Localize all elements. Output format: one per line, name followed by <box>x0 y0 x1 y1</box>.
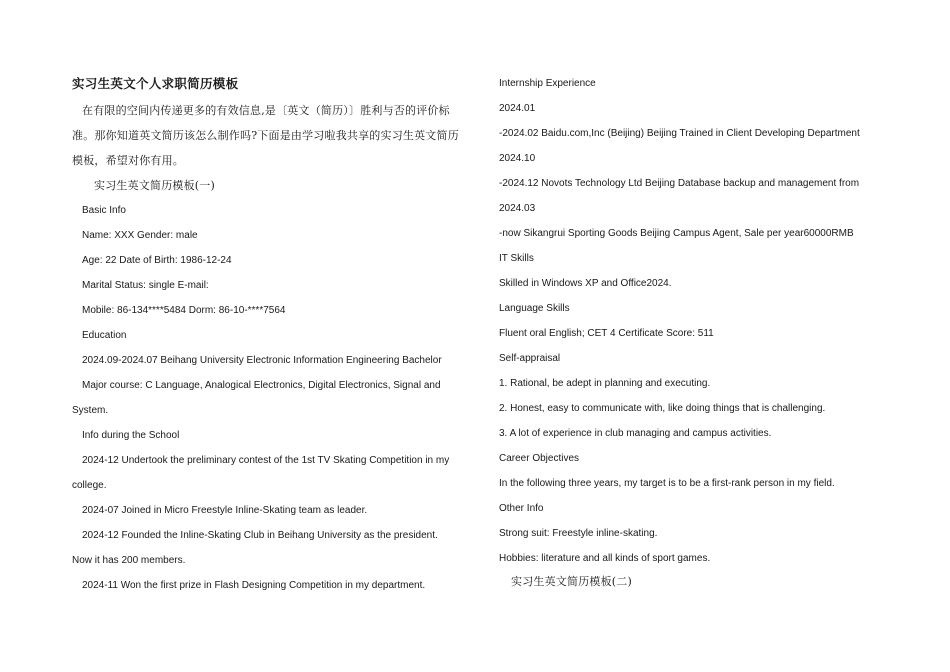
internship-1-detail: -2024.02 Baidu.com,Inc (Beijing) Beijing Trained in Client Developing Department <box>499 128 860 139</box>
template-one-heading: 实习生英文简历模板(一) <box>94 179 215 192</box>
section-internship: Internship Experience <box>499 78 596 89</box>
intro-line-3: 模板，希望对你有用。 <box>72 154 184 167</box>
section-it-skills: IT Skills <box>499 253 534 264</box>
internship-1-start: 2024.01 <box>499 103 536 114</box>
education-major-course: Major course: C Language, Analogical Electronics, Digital Electronics, Signal and <box>82 380 441 391</box>
appraisal-item-2: 2. Honest, easy to communicate with, like doing things that is challenging. <box>499 403 826 414</box>
section-education: Education <box>82 330 127 341</box>
section-school-info: Info during the School <box>82 430 180 441</box>
internship-3-detail: -now Sikangrui Sporting Goods Beijing Campus Agent, Sale per year60000RMB <box>499 228 854 239</box>
info-mobile-dorm: Mobile: 86-134****5484 Dorm: 86-10-****7564 <box>82 305 286 316</box>
education-degree: 2024.09-2024.07 Beihang University Electronic Information Engineering Bachelor <box>82 355 442 366</box>
other-info-hobbies: Hobbies: literature and all kinds of sport games. <box>499 553 711 564</box>
section-career-objectives: Career Objectives <box>499 453 580 464</box>
career-objectives-detail: In the following three years, my target is to be a first-rank person in my field. <box>499 478 835 489</box>
appraisal-item-3: 3. A lot of experience in club managing and campus activities. <box>499 428 772 439</box>
template-two-heading: 实习生英文简历模板(二) <box>511 575 632 588</box>
school-item-3-cont: Now it has 200 members. <box>72 555 186 566</box>
page-title: 实习生英文个人求职简历模板 <box>72 76 239 91</box>
info-name-gender: Name: XXX Gender: male <box>82 230 198 241</box>
appraisal-item-1: 1. Rational, be adept in planning and executing. <box>499 378 711 389</box>
language-skills-detail: Fluent oral English; CET 4 Certificate Score: 511 <box>499 328 714 339</box>
info-marital-email: Marital Status: single E-mail: <box>82 280 209 291</box>
intro-line-2: 准。那你知道英文简历该怎么制作吗?下面是由学习啦我共享的实习生英文简历 <box>72 129 459 142</box>
section-other-info: Other Info <box>499 503 544 514</box>
school-item-4: 2024-11 Won the first prize in Flash Designing Competition in my department. <box>82 580 426 591</box>
school-item-2: 2024-07 Joined in Micro Freestyle Inline-Skating team as leader. <box>82 505 368 516</box>
section-self-appraisal: Self-appraisal <box>499 353 561 364</box>
internship-3-start: 2024.03 <box>499 203 536 214</box>
internship-2-detail: -2024.12 Novots Technology Ltd Beijing Database backup and management from <box>499 178 860 189</box>
internship-2-start: 2024.10 <box>499 153 536 164</box>
other-info-strong-suit: Strong suit: Freestyle inline-skating. <box>499 528 658 539</box>
section-basic-info: Basic Info <box>82 205 126 216</box>
info-age-dob: Age: 22 Date of Birth: 1986-12-24 <box>82 255 232 266</box>
school-item-1-cont: college. <box>72 480 107 491</box>
school-item-1: 2024-12 Undertook the preliminary contest of the 1st TV Skating Competition in my <box>82 455 450 466</box>
education-major-course-cont: System. <box>72 405 109 416</box>
it-skills-detail: Skilled in Windows XP and Office2024. <box>499 278 672 289</box>
section-language-skills: Language Skills <box>499 303 570 314</box>
intro-line-1: 在有限的空间内传递更多的有效信息,是〔英文（简历）〕胜利与否的评价标 <box>82 104 450 117</box>
school-item-3: 2024-12 Founded the Inline-Skating Club in Beihang University as the president. <box>82 530 438 541</box>
